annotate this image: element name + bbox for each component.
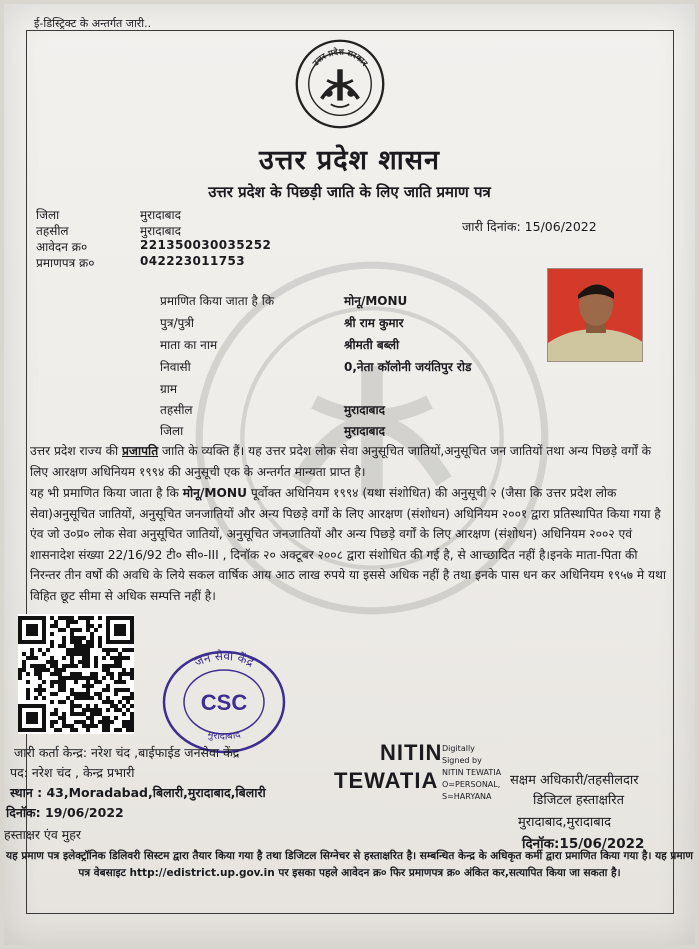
issuer-post: पद: नरेश चंद , केन्द्र प्रभारी bbox=[10, 765, 135, 780]
district-value: मुरादाबाद bbox=[140, 208, 182, 222]
person-district-label: जिला bbox=[160, 424, 184, 438]
certificate-number-label: प्रमाणपत्र क्र० bbox=[36, 256, 95, 270]
page-title: उत्तर प्रदेश शासन bbox=[259, 145, 440, 176]
signature-location: मुरादाबाद,मुरादाबाद bbox=[518, 815, 611, 830]
applicant-name: मोनू/MONU bbox=[344, 294, 408, 308]
issuer-place: स्थान : 43,Moradabad,बिलारी,मुरादाबाद,बिलारी bbox=[10, 785, 266, 800]
sign-seal-label: हस्ताक्षर एंव मुहर bbox=[4, 827, 81, 842]
seal-text-top: जन सेवा केंद्र bbox=[192, 648, 256, 670]
emblem-text: उत्तर प्रदेश सरकार bbox=[310, 46, 370, 68]
applicant-photo bbox=[547, 268, 643, 362]
person-tehsil-label: तहसील bbox=[160, 403, 193, 417]
digital-sign-label: डिजिटल हस्ताक्षरित bbox=[533, 793, 624, 808]
father-name: श्री राम कुमार bbox=[344, 316, 404, 330]
certified-label: प्रमाणित किया जाता है कि bbox=[160, 294, 275, 308]
person-tehsil: मुरादाबाद bbox=[344, 403, 386, 417]
application-number: 221350030035252 bbox=[140, 238, 272, 252]
mother-name: श्रीमती बब्ली bbox=[344, 338, 400, 352]
qr-code bbox=[18, 614, 134, 734]
svg-text:मुरादाबाद bbox=[206, 729, 242, 742]
signer-org: O=PERSONAL, bbox=[442, 780, 501, 789]
svg-text:जन सेवा केंद्र bbox=[192, 649, 256, 670]
svg-text:उत्तर प्रदेश सरकार bbox=[310, 46, 371, 68]
seal-logo: CSC bbox=[200, 690, 248, 715]
child-of-label: पुत्र/पुत्री bbox=[160, 316, 195, 330]
certificate-subtitle: उत्तर प्रदेश के पिछड़ी जाति के लिए जाति प्रमाण पत्र bbox=[208, 183, 491, 201]
paragraph-caste: उत्तर प्रदेश राज्य की प्रजापति जाति के व्यक्ति हैं। यह उत्तर प्रदेश लोक सेवा अनुसूचित जातियों,अनुसूचित जन जातियों तथा अन्य पिछड़े वर्गों के लिए आरक्षण अधिनियम १९९४ की अनुसूची एक के अन्तर्गत मान्यता प्राप्त है। bbox=[30, 444, 651, 479]
issuer-center: जारी कर्ता केन्द्र: नरेश चंद ,बाईफाईड जनसेवा केंद्र bbox=[14, 745, 240, 760]
district-label: जिला bbox=[36, 208, 60, 222]
issue-date: जारी दिनांक: 15/06/2022 bbox=[462, 219, 597, 234]
paragraph-applicant-name: मोनू/MONU bbox=[182, 486, 247, 500]
person-district: मुरादाबाद bbox=[344, 424, 386, 438]
paragraph-certification: यह भी प्रमाणित किया जाता है कि मोनू/MONU पूर्वोक्त अधिनियम १९९४ (यथा संशोधित) की अनुसूची २ (जैसा कि उत्तर प्रदेश लोक सेवा)अनुसूचित जातियों, अनुसूचित जनजातियों और अन्य पिछड़े वर्गों के लिए आरक्षण (संशोधन) अधिनियम २००१ द्वारा प्रतिस्थापित किया गया है एंव जो उ०प्र० लोक सेवा अनुसूचित जातियों, अनुसूचित जनजातियों और अन्य पिछड़े वर्गों के लिए आरक्षण (संशोधन) अधिनियम २००२ एवं शासनादेश संख्या 22/16/92 टी० सी०-III , दिनॉक २० अक्टूबर २००८ द्वारा संशोधित की गई है, से आच्छादित नहीं है।इनके माता-पिता की निरन्तर तीन वर्षो की अवधि के लिये सकल वार्षिक आय आठ लाख रुपये या इससे अधिक नहीं है तथा इनके पास धन कर अधिनियम १९५७ मे यथा विहित छूट सीमा से अधिक सम्पत्ति नहीं है। bbox=[30, 486, 667, 603]
resident-address: 0,नेता कॉलोनी जयंतिपुर रोड bbox=[344, 360, 472, 374]
resident-label: निवासी bbox=[160, 360, 191, 374]
tehsil-label: तहसील bbox=[36, 224, 69, 238]
caste-name: प्रजापति bbox=[121, 444, 159, 458]
signer-text: NITIN TEWATIA bbox=[442, 768, 502, 777]
signed-by-text: Signed by bbox=[442, 756, 482, 765]
top-note: ई-डिस्ट्रिक्ट के अन्तर्गत जारी.. bbox=[34, 17, 152, 30]
application-number-label: आवेदन क्र० bbox=[36, 240, 88, 254]
digitally-text: Digitally bbox=[442, 744, 475, 753]
village-label: ग्राम bbox=[160, 382, 178, 396]
signer-name-first: NITIN bbox=[380, 740, 443, 765]
signer-name-last: TEWATIA bbox=[334, 768, 439, 793]
seal-text-bottom: मुरादाबाद bbox=[206, 729, 242, 743]
up-government-emblem-icon bbox=[294, 38, 386, 130]
footer-note: यह प्रमाण पत्र इलेक्ट्रॉनिक डिलिवरी सिस्टम द्वारा तैयार किया गया है तथा डिजिटल सिग्नेचर से हस्ताक्षरित है। सम्बन्धित केन्द्र के अधिकृत कर्मी द्वारा प्रमाणित किया गया है। यह प्रमाण पत्र वेबसाइट http://edistrict.up.gov.in पर इसका पहले आवेदन क्र० फिर प्रमाणपत्र क्र० अंकित कर,सत्यापित किया जा सकता है। bbox=[6, 850, 693, 879]
mother-label: माता का नाम bbox=[160, 338, 218, 352]
certificate-number: 042223011753 bbox=[140, 254, 245, 268]
issuer-date: दिनॉक: 19/06/2022 bbox=[6, 805, 124, 820]
signer-state: S=HARYANA bbox=[442, 792, 492, 801]
signature-date: दिनॉक:15/06/2022 bbox=[522, 836, 645, 852]
authority-title: सक्षम अधिकारी/तहसीलदार bbox=[510, 773, 639, 788]
tehsil-value: मुरादाबाद bbox=[140, 224, 182, 238]
csc-seal-icon bbox=[160, 648, 288, 756]
applicant-photo-image bbox=[548, 269, 643, 362]
